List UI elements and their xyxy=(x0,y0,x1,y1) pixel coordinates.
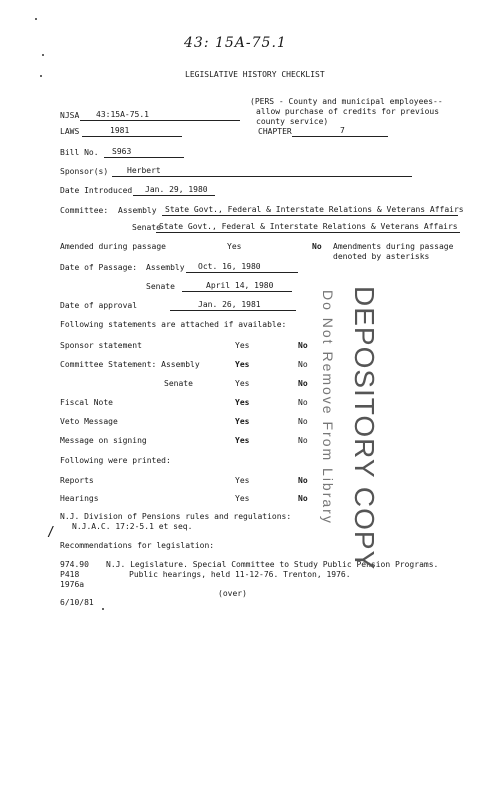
passage-senate-value: April 14, 1980 xyxy=(206,281,274,290)
statement-no: No xyxy=(298,360,308,369)
statement-no: No xyxy=(298,341,308,350)
bill-label: Bill No. xyxy=(60,148,99,157)
statement-yes: Yes xyxy=(235,341,250,350)
printed-header: Following were printed: xyxy=(60,456,171,465)
division-rules-line-1: N.J. Division of Pensions rules and regulations: xyxy=(60,512,292,521)
approval-value: Jan. 26, 1981 xyxy=(198,300,261,309)
sponsor-underline xyxy=(112,176,412,177)
sponsor-value: Herbert xyxy=(127,166,161,175)
handwritten-statute-number: 43: 15A-75.1 xyxy=(184,35,287,51)
call-number-line-3: 1976a xyxy=(60,580,85,589)
scan-speck xyxy=(40,75,42,77)
printed-no: No xyxy=(298,494,308,503)
reference-text-line-2: Public hearings, held 11-12-76. Trenton, 1976. xyxy=(129,570,351,579)
date-introduced-value: Jan. 29, 1980 xyxy=(145,185,208,194)
statement-yes: Yes xyxy=(235,417,250,426)
recommendations-header: Recommendations for legislation: xyxy=(60,541,215,550)
statement-label: Fiscal Note xyxy=(60,398,113,407)
depository-copy-stamp: DEPOSITORY COPY xyxy=(349,286,380,571)
printed-yes: Yes xyxy=(235,494,250,503)
statement-label: Message on signing xyxy=(60,436,147,445)
passage-assembly-value: Oct. 16, 1980 xyxy=(198,262,261,271)
amended-note-line-1: Amendments during passage xyxy=(333,242,454,251)
margin-mark: / xyxy=(47,525,55,540)
statements-header: Following statements are attached if available: xyxy=(60,320,287,329)
committee-senate-value: State Govt., Federal & Interstate Relations & Veterans Affairs xyxy=(159,222,458,231)
do-not-remove-stamp: Do Not Remove From Library xyxy=(320,290,336,525)
njsa-label: NJSA xyxy=(60,111,80,120)
amended-yes: Yes xyxy=(227,242,242,251)
passage-senate-label: Senate xyxy=(146,282,175,291)
scan-speck xyxy=(102,608,104,610)
njsa-description-line-1: (PERS - County and municipal employees-- xyxy=(250,97,443,106)
amended-no: No xyxy=(312,242,322,251)
over-note: (over) xyxy=(218,589,247,598)
passage-assembly-underline xyxy=(186,272,298,273)
chapter-label: CHAPTER xyxy=(258,127,292,136)
sponsor-label: Sponsor(s) xyxy=(60,167,109,176)
statement-no: No xyxy=(298,417,308,426)
printed-label: Reports xyxy=(60,476,94,485)
passage-senate-underline xyxy=(182,291,292,292)
statement-no: No xyxy=(298,379,308,388)
passage-assembly-label: Assembly xyxy=(146,263,185,272)
page-title: LEGISLATIVE HISTORY CHECKLIST xyxy=(185,70,325,79)
printed-no: No xyxy=(298,476,308,485)
printed-yes: Yes xyxy=(235,476,250,485)
printed-label: Hearings xyxy=(60,494,99,503)
scan-speck xyxy=(42,54,44,56)
date-introduced-underline xyxy=(133,195,215,196)
reference-text-line-1: N.J. Legislature. Special Committee to Study Public Pension Programs. xyxy=(106,560,439,569)
statement-yes: Yes xyxy=(235,398,250,407)
laws-underline xyxy=(82,136,182,137)
bill-value: S963 xyxy=(112,147,132,156)
committee-assembly-underline xyxy=(162,215,458,216)
date-introduced-label: Date Introduced xyxy=(60,186,133,195)
laws-label: LAWS xyxy=(60,127,80,136)
statement-no: No xyxy=(298,398,308,407)
njsa-underline xyxy=(80,120,240,121)
scan-speck xyxy=(35,18,37,20)
call-number-line-2: P418 xyxy=(60,570,80,579)
statement-label: Sponsor statement xyxy=(60,341,142,350)
chapter-value: 7 xyxy=(340,126,345,135)
committee-senate-label: Senate xyxy=(132,223,161,232)
committee-assembly-value: State Govt., Federal & Interstate Relations & Veterans Affairs xyxy=(165,205,464,214)
division-rules-line-2: N.J.A.C. 17:2-5.1 et seq. xyxy=(72,522,193,531)
approval-label: Date of approval xyxy=(60,301,138,310)
statement-label: Veto Message xyxy=(60,417,118,426)
approval-underline xyxy=(170,310,296,311)
njsa-description-line-3: county service) xyxy=(256,117,329,126)
statement-no: No xyxy=(298,436,308,445)
bill-underline xyxy=(104,157,184,158)
committee-assembly-label: Assembly xyxy=(118,206,157,215)
statement-label: Committee Statement: Assembly xyxy=(60,360,200,369)
statement-yes: Yes xyxy=(235,360,250,369)
amended-note-line-2: denoted by asterisks xyxy=(333,252,430,261)
passage-label: Date of Passage: xyxy=(60,263,138,272)
statement-label: Senate xyxy=(164,379,193,388)
laws-value: 1981 xyxy=(110,126,130,135)
statement-yes: Yes xyxy=(235,379,250,388)
njsa-value: 43:15A-75.1 xyxy=(96,110,149,119)
statement-yes: Yes xyxy=(235,436,250,445)
amended-label: Amended during passage xyxy=(60,242,166,251)
njsa-description-line-2: allow purchase of credits for previous xyxy=(256,107,440,116)
committee-senate-underline xyxy=(156,232,460,233)
chapter-underline xyxy=(292,136,388,137)
call-number-line-1: 974.90 xyxy=(60,560,89,569)
footer-date: 6/10/81 xyxy=(60,598,94,607)
committee-label: Committee: xyxy=(60,206,109,215)
